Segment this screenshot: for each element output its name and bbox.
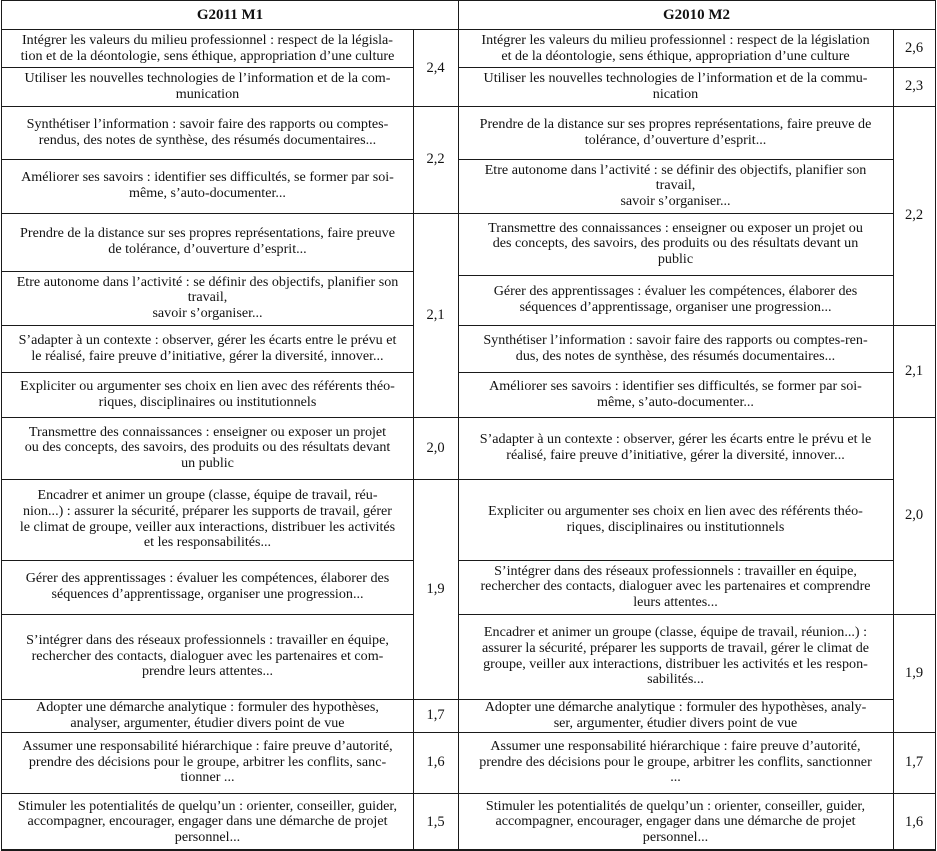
table-rule (1, 0, 2, 851)
right-competency-row (458, 699, 893, 732)
table-rule (935, 0, 936, 851)
left-competency-row (2, 67, 413, 106)
right-competency-line: Expliciter ou argumenter ses choix en lien avec des référents théo- (488, 502, 863, 519)
right-competency-row (458, 372, 893, 417)
left-competency-row (2, 479, 413, 560)
left-competency-line: rendus, des notes de synthèse, des résumés documentaires... (38, 131, 377, 148)
right-score: 2,1 (904, 362, 924, 379)
right-score: 2,6 (904, 40, 924, 56)
right-competency-line: leurs attentes... (633, 593, 718, 610)
left-competency-row (2, 372, 413, 417)
left-competency-line: prendre des décisions pour le groupe, arbitrer les conflits, sanc- (28, 753, 387, 770)
left-competency-line: prendre leurs attentes... (141, 663, 274, 680)
left-competency-line: Prendre de la distance sur ses propres représentations, faire preuve (20, 225, 395, 242)
right-competency-line: ... (670, 769, 681, 786)
right-competency-line: Utiliser les nouvelles technologies de l’information et de la commu- (483, 69, 868, 86)
left-competency-line: Utiliser les nouvelles technologies de l’information et de la com- (24, 69, 391, 86)
right-competency-line: personnel... (642, 828, 709, 845)
right-competency-line: riques, disciplinaires ou institutionnels (566, 518, 785, 535)
right-competency-line: même, s’auto-documenter... (597, 393, 754, 410)
right-competency-row (458, 67, 893, 106)
left-competency-line: accompagner, encourager, engager dans une démarche de projet (27, 813, 388, 830)
left-competency-line: et les responsabilités... (143, 534, 272, 551)
right-competency-line: rechercher des contacts, dialoguer avec les partenaires et comprendre (480, 578, 871, 595)
right-competency-row (458, 560, 893, 614)
right-competency-line: Assumer une responsabilité hiérarchique : faire preuve d’autorité, (490, 738, 861, 755)
right-competency-line: travail, (655, 177, 696, 194)
right-competency-line: réalisé, faire preuve d’initiative, gérer la diversité, innover... (506, 447, 845, 463)
left-score: 1,5 (426, 813, 445, 830)
left-competency-line: savoir s’organiser... (152, 304, 263, 321)
left-competency-line: Améliorer ses savoirs : identifier ses difficultés, se former par soi- (21, 169, 394, 186)
left-competency-row (2, 271, 413, 325)
header-right: G2010 M2 (662, 6, 731, 23)
left-competency-line: Etre autonome dans l’activité : se définir des objectifs, planifier son (16, 273, 399, 290)
right-score: 1,7 (904, 754, 924, 770)
left-competency-line: munication (175, 85, 240, 102)
left-competency-line: rechercher des contacts, dialoguer avec les partenaires et com- (31, 647, 384, 664)
right-competency-line: Améliorer ses savoirs : identifier ses difficultés, se former par soi- (489, 377, 862, 394)
left-score: 2,2 (426, 151, 445, 167)
left-score: 1,7 (426, 707, 445, 723)
left-competency-line: tion et de la déontologie, sens éthique, appropriation d’une culture (20, 47, 395, 64)
right-competency-line: Etre autonome dans l’activité : se définir des objectifs, planifier son (484, 161, 867, 178)
right-competency-line: Intégrer les valeurs du milieu professionnel : respect de la législation (481, 31, 870, 48)
right-competency-line: Prendre de la distance sur ses propres représentations, faire preuve de (479, 115, 872, 132)
right-competency-row (458, 275, 893, 325)
right-competency-line: Gérer des apprentissages : évaluer les compétences, élaborer des (493, 283, 858, 300)
right-competency-line: Adopter une démarche analytique : formuler des hypothèses, analy- (484, 698, 867, 715)
left-competency-row (2, 417, 413, 479)
left-competency-row (2, 793, 413, 851)
left-competency-line: travail, (187, 289, 228, 306)
right-competency-row (458, 106, 893, 159)
right-competency-row (458, 213, 893, 275)
right-score: 2,3 (904, 78, 924, 94)
left-competency-line: Synthétiser l’information : savoir faire des rapports ou comptes- (26, 115, 389, 132)
right-score: 2,2 (904, 207, 924, 223)
left-competency-row (2, 325, 413, 372)
header-left: G2011 M1 (196, 6, 264, 23)
left-competency-row (2, 732, 413, 793)
left-competency-line: Stimuler les potentialités de quelqu’un : orienter, conseiller, guider, (17, 797, 398, 814)
table-rule (458, 0, 459, 851)
right-competency-line: S’adapter à un contexte : observer, gérer les écarts entre le prévu et le (479, 431, 872, 448)
right-competency-line: ser, argumenter, étudier divers point de vue (553, 714, 798, 731)
left-competency-line: ou des concepts, des savoirs, des produits ou des résultats devant (24, 439, 391, 456)
left-competency-line: Expliciter ou argumenter ses choix en lien avec des référents théo- (20, 377, 395, 394)
right-competency-line: et de la déontologie, sens éthique, appropriation d’une culture (501, 47, 850, 64)
right-competency-row (458, 793, 893, 851)
left-competency-line: S’adapter à un contexte : observer, gérer les écarts entre le prévu et (18, 331, 397, 348)
right-competency-line: Stimuler les potentialités de quelqu’un : orienter, conseiller, guider, (485, 797, 866, 814)
right-competency-line: accompagner, encourager, engager dans une démarche de projet (495, 813, 856, 830)
table-rule (1, 0, 936, 1)
right-competency-line: assurer la sécurité, préparer les supports de travail, gérer le climat de (481, 639, 869, 656)
left-competency-row (2, 106, 413, 159)
right-competency-line: Encadrer et animer un groupe (classe, équipe de travail, réunion...) : (483, 624, 868, 641)
right-score: 1,6 (904, 813, 924, 830)
right-competency-line: Transmettre des connaissances : enseigner ou exposer un projet ou (488, 219, 863, 236)
right-competency-line: S’intégrer dans des réseaux professionnels : travailler en équipe, (494, 562, 857, 579)
left-competency-line: Transmettre des connaissances : enseigner ou exposer un projet (28, 423, 387, 440)
left-competency-line: séquences d’apprentissage, organiser une progression... (51, 586, 364, 602)
left-competency-line: le réalisé, faire preuve d’initiative, gérer la diversité, innover... (31, 347, 384, 364)
table-rule (893, 30, 894, 851)
right-competency-row (458, 325, 893, 372)
left-competency-line: Assumer une responsabilité hiérarchique : faire preuve d’autorité, (22, 738, 393, 755)
left-competency-row (2, 30, 413, 67)
left-competency-row (2, 560, 413, 614)
left-competency-line: même, s’auto-documenter... (129, 185, 286, 201)
left-competency-row (2, 699, 413, 732)
table-rule (1, 29, 936, 30)
right-competency-line: public (657, 250, 694, 267)
left-competency-row (2, 614, 413, 699)
right-competency-row (458, 732, 893, 793)
right-competency-line: des concepts, des savoirs, des produits ou des résultats devant un (492, 235, 859, 252)
left-competency-row (2, 213, 413, 271)
right-competency-row (458, 614, 893, 699)
left-competency-line: Intégrer les valeurs du milieu professionnel : respect de la législa- (21, 31, 393, 48)
right-competency-line: séquences d’apprentissage, organiser une progression... (519, 299, 832, 315)
right-competency-row (458, 479, 893, 560)
left-competency-line: Encadrer et animer un groupe (classe, équipe de travail, réu- (37, 487, 378, 504)
left-competency-line: le climat de groupe, veiller aux interactions, distribuer les activités (19, 518, 396, 535)
right-competency-line: Synthétiser l’information : savoir faire des rapports ou comptes-ren- (483, 331, 868, 348)
left-competency-line: Adopter une démarche analytique : formuler des hypothèses, (36, 698, 379, 715)
right-score: 2,0 (904, 507, 924, 523)
left-competency-line: personnel... (174, 828, 241, 845)
left-competency-line: un public (181, 454, 234, 471)
right-competency-line: savoir s’organiser... (620, 192, 731, 209)
right-competency-line: groupe, veiller aux interactions, distribuer les activités et les respon- (483, 655, 868, 672)
left-competency-line: tionner ... (180, 769, 235, 786)
left-score: 2,1 (426, 306, 445, 323)
right-score: 1,9 (904, 664, 924, 681)
left-competency-line: analyser, argumenter, étudier divers point de vue (70, 714, 345, 731)
right-competency-line: tolérance, d’ouverture d’esprit... (584, 131, 767, 148)
left-competency-row (2, 159, 413, 213)
left-competency-line: riques, disciplinaires ou institutionnels (98, 393, 317, 410)
left-score: 1,9 (426, 580, 445, 597)
left-competency-line: Gérer des apprentissages : évaluer les compétences, élaborer des (25, 570, 390, 587)
right-competency-row (458, 159, 893, 213)
left-score: 1,6 (426, 754, 445, 770)
left-competency-line: S’intégrer dans des réseaux professionnels : travailler en équipe, (26, 632, 389, 649)
right-competency-line: nication (652, 85, 699, 102)
left-score: 2,4 (426, 59, 445, 76)
left-competency-line: de tolérance, d’ouverture d’esprit... (108, 241, 307, 257)
right-competency-row (458, 30, 893, 67)
left-score: 2,0 (426, 439, 445, 456)
right-competency-line: dus, des notes de synthèse, des résumés documentaires... (515, 347, 836, 364)
right-competency-line: sabilités... (647, 671, 704, 688)
right-competency-row (458, 417, 893, 479)
table-rule (413, 30, 414, 851)
left-competency-line: nion...) : assurer la sécurité, préparer les supports de travail, gérer (22, 502, 393, 519)
right-competency-line: prendre des décisions pour le groupe, arbitrer les conflits, sanctionner (479, 753, 872, 770)
